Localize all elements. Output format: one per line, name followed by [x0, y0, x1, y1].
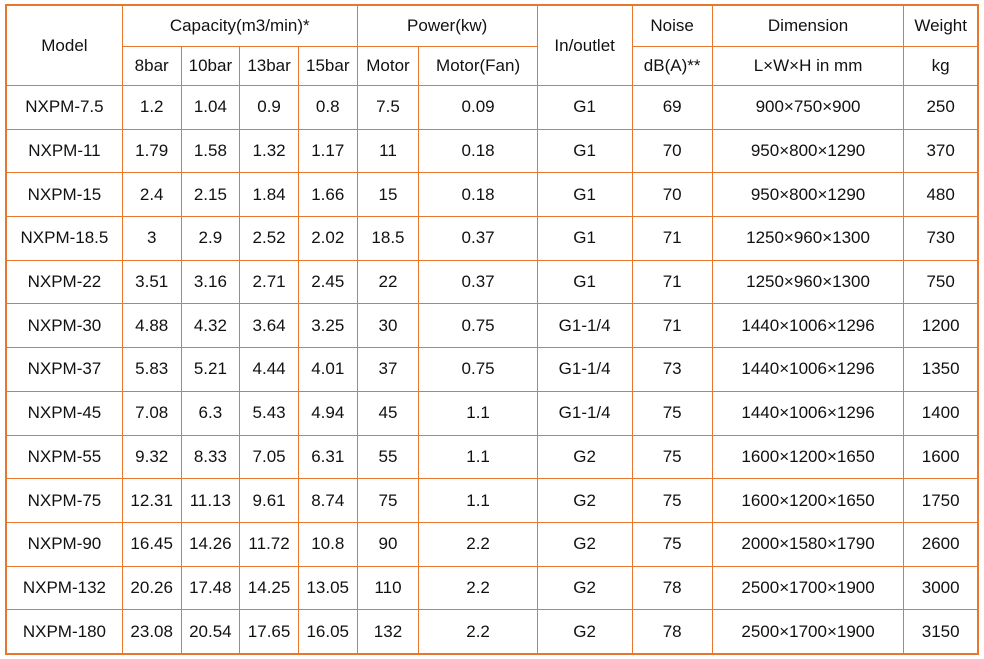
column-header-capacity-13bar: 13bar	[240, 47, 299, 86]
cell-capacity-10bar: 1.04	[181, 86, 240, 130]
cell-dimension: 900×750×900	[712, 86, 904, 130]
cell-dimension: 1600×1200×1650	[712, 435, 904, 479]
cell-capacity-8bar: 2.4	[122, 173, 181, 217]
cell-capacity-13bar: 3.64	[240, 304, 299, 348]
cell-power-motor: 55	[357, 435, 419, 479]
cell-model: NXPM-37	[6, 348, 122, 392]
cell-capacity-13bar: 2.71	[240, 260, 299, 304]
cell-capacity-10bar: 8.33	[181, 435, 240, 479]
cell-inoutlet: G2	[537, 610, 632, 654]
cell-power-motor: 45	[357, 391, 419, 435]
cell-inoutlet: G2	[537, 435, 632, 479]
cell-noise: 71	[632, 304, 712, 348]
cell-capacity-10bar: 2.9	[181, 217, 240, 261]
column-header-capacity-10bar: 10bar	[181, 47, 240, 86]
cell-capacity-8bar: 23.08	[122, 610, 181, 654]
cell-capacity-15bar: 1.66	[298, 173, 357, 217]
cell-model: NXPM-11	[6, 129, 122, 173]
cell-inoutlet: G1-1/4	[537, 348, 632, 392]
column-header-dimension: Dimension	[712, 5, 904, 47]
cell-weight: 480	[904, 173, 978, 217]
cell-dimension: 950×800×1290	[712, 173, 904, 217]
cell-dimension: 2500×1700×1900	[712, 566, 904, 610]
cell-power-motor: 110	[357, 566, 419, 610]
cell-weight: 750	[904, 260, 978, 304]
table-row	[6, 304, 978, 348]
cell-power-motor-fan: 0.37	[419, 217, 537, 261]
cell-noise: 70	[632, 129, 712, 173]
cell-noise: 71	[632, 217, 712, 261]
column-header-power-motor-fan: Motor(Fan)	[419, 47, 537, 86]
cell-capacity-15bar: 4.94	[298, 391, 357, 435]
cell-weight: 1400	[904, 391, 978, 435]
cell-noise: 70	[632, 173, 712, 217]
cell-capacity-15bar: 2.45	[298, 260, 357, 304]
cell-capacity-8bar: 3.51	[122, 260, 181, 304]
cell-capacity-15bar: 13.05	[298, 566, 357, 610]
cell-noise: 75	[632, 522, 712, 566]
cell-model: NXPM-75	[6, 479, 122, 523]
cell-noise: 75	[632, 391, 712, 435]
cell-capacity-15bar: 8.74	[298, 479, 357, 523]
header-row-primary	[6, 5, 978, 47]
cell-capacity-8bar: 20.26	[122, 566, 181, 610]
cell-capacity-8bar: 4.88	[122, 304, 181, 348]
column-header-power-group: Power(kw)	[357, 5, 537, 47]
cell-capacity-15bar: 0.8	[298, 86, 357, 130]
cell-dimension: 2000×1580×1790	[712, 522, 904, 566]
cell-weight: 3000	[904, 566, 978, 610]
cell-capacity-15bar: 1.17	[298, 129, 357, 173]
cell-noise: 78	[632, 566, 712, 610]
column-header-dimension-unit: L×W×H in mm	[712, 47, 904, 86]
cell-capacity-10bar: 20.54	[181, 610, 240, 654]
cell-weight: 1350	[904, 348, 978, 392]
cell-inoutlet: G1	[537, 260, 632, 304]
column-header-weight-unit: kg	[904, 47, 978, 86]
column-header-weight: Weight	[904, 5, 978, 47]
table-row	[6, 610, 978, 654]
cell-model: NXPM-7.5	[6, 86, 122, 130]
cell-power-motor-fan: 0.09	[419, 86, 537, 130]
cell-capacity-8bar: 16.45	[122, 522, 181, 566]
cell-model: NXPM-15	[6, 173, 122, 217]
cell-capacity-15bar: 10.8	[298, 522, 357, 566]
cell-capacity-13bar: 2.52	[240, 217, 299, 261]
column-header-noise-unit: dB(A)**	[632, 47, 712, 86]
table-row	[6, 260, 978, 304]
cell-capacity-8bar: 12.31	[122, 479, 181, 523]
cell-weight: 2600	[904, 522, 978, 566]
cell-dimension: 1440×1006×1296	[712, 304, 904, 348]
cell-power-motor-fan: 0.75	[419, 304, 537, 348]
cell-capacity-10bar: 2.15	[181, 173, 240, 217]
cell-power-motor-fan: 1.1	[419, 435, 537, 479]
cell-capacity-10bar: 3.16	[181, 260, 240, 304]
cell-power-motor-fan: 0.75	[419, 348, 537, 392]
column-header-power-motor: Motor	[357, 47, 419, 86]
cell-model: NXPM-132	[6, 566, 122, 610]
cell-weight: 730	[904, 217, 978, 261]
cell-power-motor: 75	[357, 479, 419, 523]
cell-capacity-10bar: 14.26	[181, 522, 240, 566]
cell-capacity-10bar: 11.13	[181, 479, 240, 523]
column-header-noise: Noise	[632, 5, 712, 47]
table-row	[6, 391, 978, 435]
cell-power-motor-fan: 0.18	[419, 129, 537, 173]
cell-capacity-13bar: 17.65	[240, 610, 299, 654]
cell-capacity-13bar: 7.05	[240, 435, 299, 479]
table-row	[6, 129, 978, 173]
cell-noise: 73	[632, 348, 712, 392]
cell-capacity-8bar: 5.83	[122, 348, 181, 392]
cell-inoutlet: G1-1/4	[537, 391, 632, 435]
cell-power-motor: 11	[357, 129, 419, 173]
cell-noise: 78	[632, 610, 712, 654]
column-header-inoutlet: In/outlet	[537, 5, 632, 86]
cell-power-motor-fan: 0.18	[419, 173, 537, 217]
cell-capacity-8bar: 7.08	[122, 391, 181, 435]
cell-weight: 3150	[904, 610, 978, 654]
table-row	[6, 217, 978, 261]
cell-power-motor-fan: 2.2	[419, 610, 537, 654]
cell-inoutlet: G2	[537, 522, 632, 566]
column-header-capacity-group: Capacity(m3/min)*	[122, 5, 357, 47]
cell-model: NXPM-18.5	[6, 217, 122, 261]
cell-capacity-8bar: 1.2	[122, 86, 181, 130]
cell-capacity-15bar: 4.01	[298, 348, 357, 392]
cell-capacity-10bar: 17.48	[181, 566, 240, 610]
cell-dimension: 1440×1006×1296	[712, 391, 904, 435]
cell-noise: 69	[632, 86, 712, 130]
cell-capacity-13bar: 1.84	[240, 173, 299, 217]
cell-noise: 75	[632, 435, 712, 479]
cell-power-motor: 15	[357, 173, 419, 217]
cell-model: NXPM-55	[6, 435, 122, 479]
cell-power-motor: 7.5	[357, 86, 419, 130]
cell-weight: 1600	[904, 435, 978, 479]
cell-dimension: 1250×960×1300	[712, 217, 904, 261]
cell-inoutlet: G1	[537, 217, 632, 261]
cell-power-motor-fan: 1.1	[419, 391, 537, 435]
cell-power-motor: 18.5	[357, 217, 419, 261]
cell-dimension: 1600×1200×1650	[712, 479, 904, 523]
cell-capacity-13bar: 0.9	[240, 86, 299, 130]
cell-power-motor: 90	[357, 522, 419, 566]
cell-inoutlet: G1-1/4	[537, 304, 632, 348]
cell-capacity-10bar: 6.3	[181, 391, 240, 435]
table-row	[6, 348, 978, 392]
cell-power-motor: 30	[357, 304, 419, 348]
cell-capacity-15bar: 6.31	[298, 435, 357, 479]
cell-capacity-15bar: 2.02	[298, 217, 357, 261]
cell-dimension: 1440×1006×1296	[712, 348, 904, 392]
table-row	[6, 435, 978, 479]
cell-capacity-10bar: 5.21	[181, 348, 240, 392]
cell-dimension: 1250×960×1300	[712, 260, 904, 304]
cell-weight: 370	[904, 129, 978, 173]
cell-inoutlet: G2	[537, 479, 632, 523]
cell-inoutlet: G1	[537, 173, 632, 217]
cell-weight: 1750	[904, 479, 978, 523]
compressor-specification-table	[5, 4, 979, 655]
cell-power-motor-fan: 0.37	[419, 260, 537, 304]
cell-capacity-15bar: 3.25	[298, 304, 357, 348]
table-row	[6, 173, 978, 217]
cell-dimension: 2500×1700×1900	[712, 610, 904, 654]
cell-model: NXPM-30	[6, 304, 122, 348]
cell-model: NXPM-22	[6, 260, 122, 304]
cell-power-motor: 132	[357, 610, 419, 654]
cell-capacity-10bar: 1.58	[181, 129, 240, 173]
cell-power-motor-fan: 2.2	[419, 522, 537, 566]
cell-capacity-13bar: 1.32	[240, 129, 299, 173]
cell-inoutlet: G2	[537, 566, 632, 610]
table-body	[6, 86, 978, 655]
cell-power-motor-fan: 1.1	[419, 479, 537, 523]
cell-weight: 250	[904, 86, 978, 130]
cell-capacity-13bar: 9.61	[240, 479, 299, 523]
cell-noise: 71	[632, 260, 712, 304]
cell-noise: 75	[632, 479, 712, 523]
cell-weight: 1200	[904, 304, 978, 348]
cell-power-motor: 22	[357, 260, 419, 304]
cell-model: NXPM-180	[6, 610, 122, 654]
cell-power-motor: 37	[357, 348, 419, 392]
cell-capacity-15bar: 16.05	[298, 610, 357, 654]
cell-capacity-13bar: 14.25	[240, 566, 299, 610]
table-row	[6, 566, 978, 610]
cell-inoutlet: G1	[537, 129, 632, 173]
cell-capacity-13bar: 4.44	[240, 348, 299, 392]
cell-capacity-10bar: 4.32	[181, 304, 240, 348]
cell-capacity-8bar: 1.79	[122, 129, 181, 173]
table-row	[6, 479, 978, 523]
cell-capacity-8bar: 3	[122, 217, 181, 261]
column-header-capacity-15bar: 15bar	[298, 47, 357, 86]
column-header-model: Model	[6, 5, 122, 86]
cell-model: NXPM-90	[6, 522, 122, 566]
header-row-secondary	[6, 47, 978, 86]
table-row	[6, 86, 978, 130]
table-header	[6, 5, 978, 86]
cell-capacity-13bar: 5.43	[240, 391, 299, 435]
table-row	[6, 522, 978, 566]
cell-capacity-13bar: 11.72	[240, 522, 299, 566]
cell-capacity-8bar: 9.32	[122, 435, 181, 479]
cell-inoutlet: G1	[537, 86, 632, 130]
column-header-capacity-8bar: 8bar	[122, 47, 181, 86]
cell-model: NXPM-45	[6, 391, 122, 435]
cell-power-motor-fan: 2.2	[419, 566, 537, 610]
cell-dimension: 950×800×1290	[712, 129, 904, 173]
